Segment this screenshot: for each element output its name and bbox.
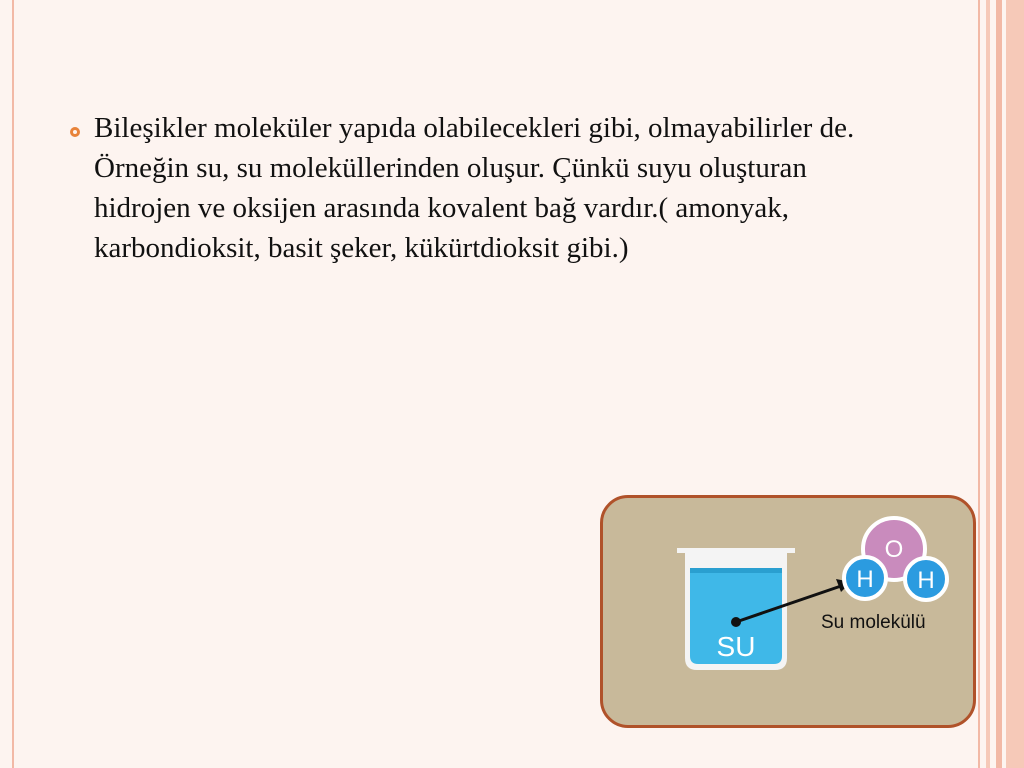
right-decorative-stripes (978, 0, 1024, 768)
molecule-caption: Su molekülü (821, 612, 926, 633)
hydrogen-right-label: H (917, 567, 935, 594)
beaker-rim (677, 548, 795, 553)
stripe (986, 0, 990, 768)
slide-content (70, 108, 900, 268)
stripe (978, 0, 980, 768)
water-molecule-illustration (600, 495, 976, 728)
beaker-label: SU (716, 631, 756, 662)
arrow-origin-dot (731, 617, 741, 627)
bullet-item (70, 108, 900, 268)
bullet-text: Bileşikler moleküler yapıda olabilecekleri gibi, olmayabilirler de. Örneğin su, su moleküllerinden oluşur. Çünkü suyu oluşturan hidrojen ve oksijen arasında kovalent bağ vardır.( amonyak, karbondioksit, basit şeker, kükürtdioksit gibi.) (94, 112, 855, 264)
oxygen-label: O (884, 536, 904, 563)
bullet-circle-icon (70, 127, 80, 137)
frame-left-border (12, 0, 14, 768)
hydrogen-left-label: H (856, 566, 874, 593)
stripe (996, 0, 1002, 768)
stripe (1006, 0, 1024, 768)
water-surface (690, 568, 782, 573)
